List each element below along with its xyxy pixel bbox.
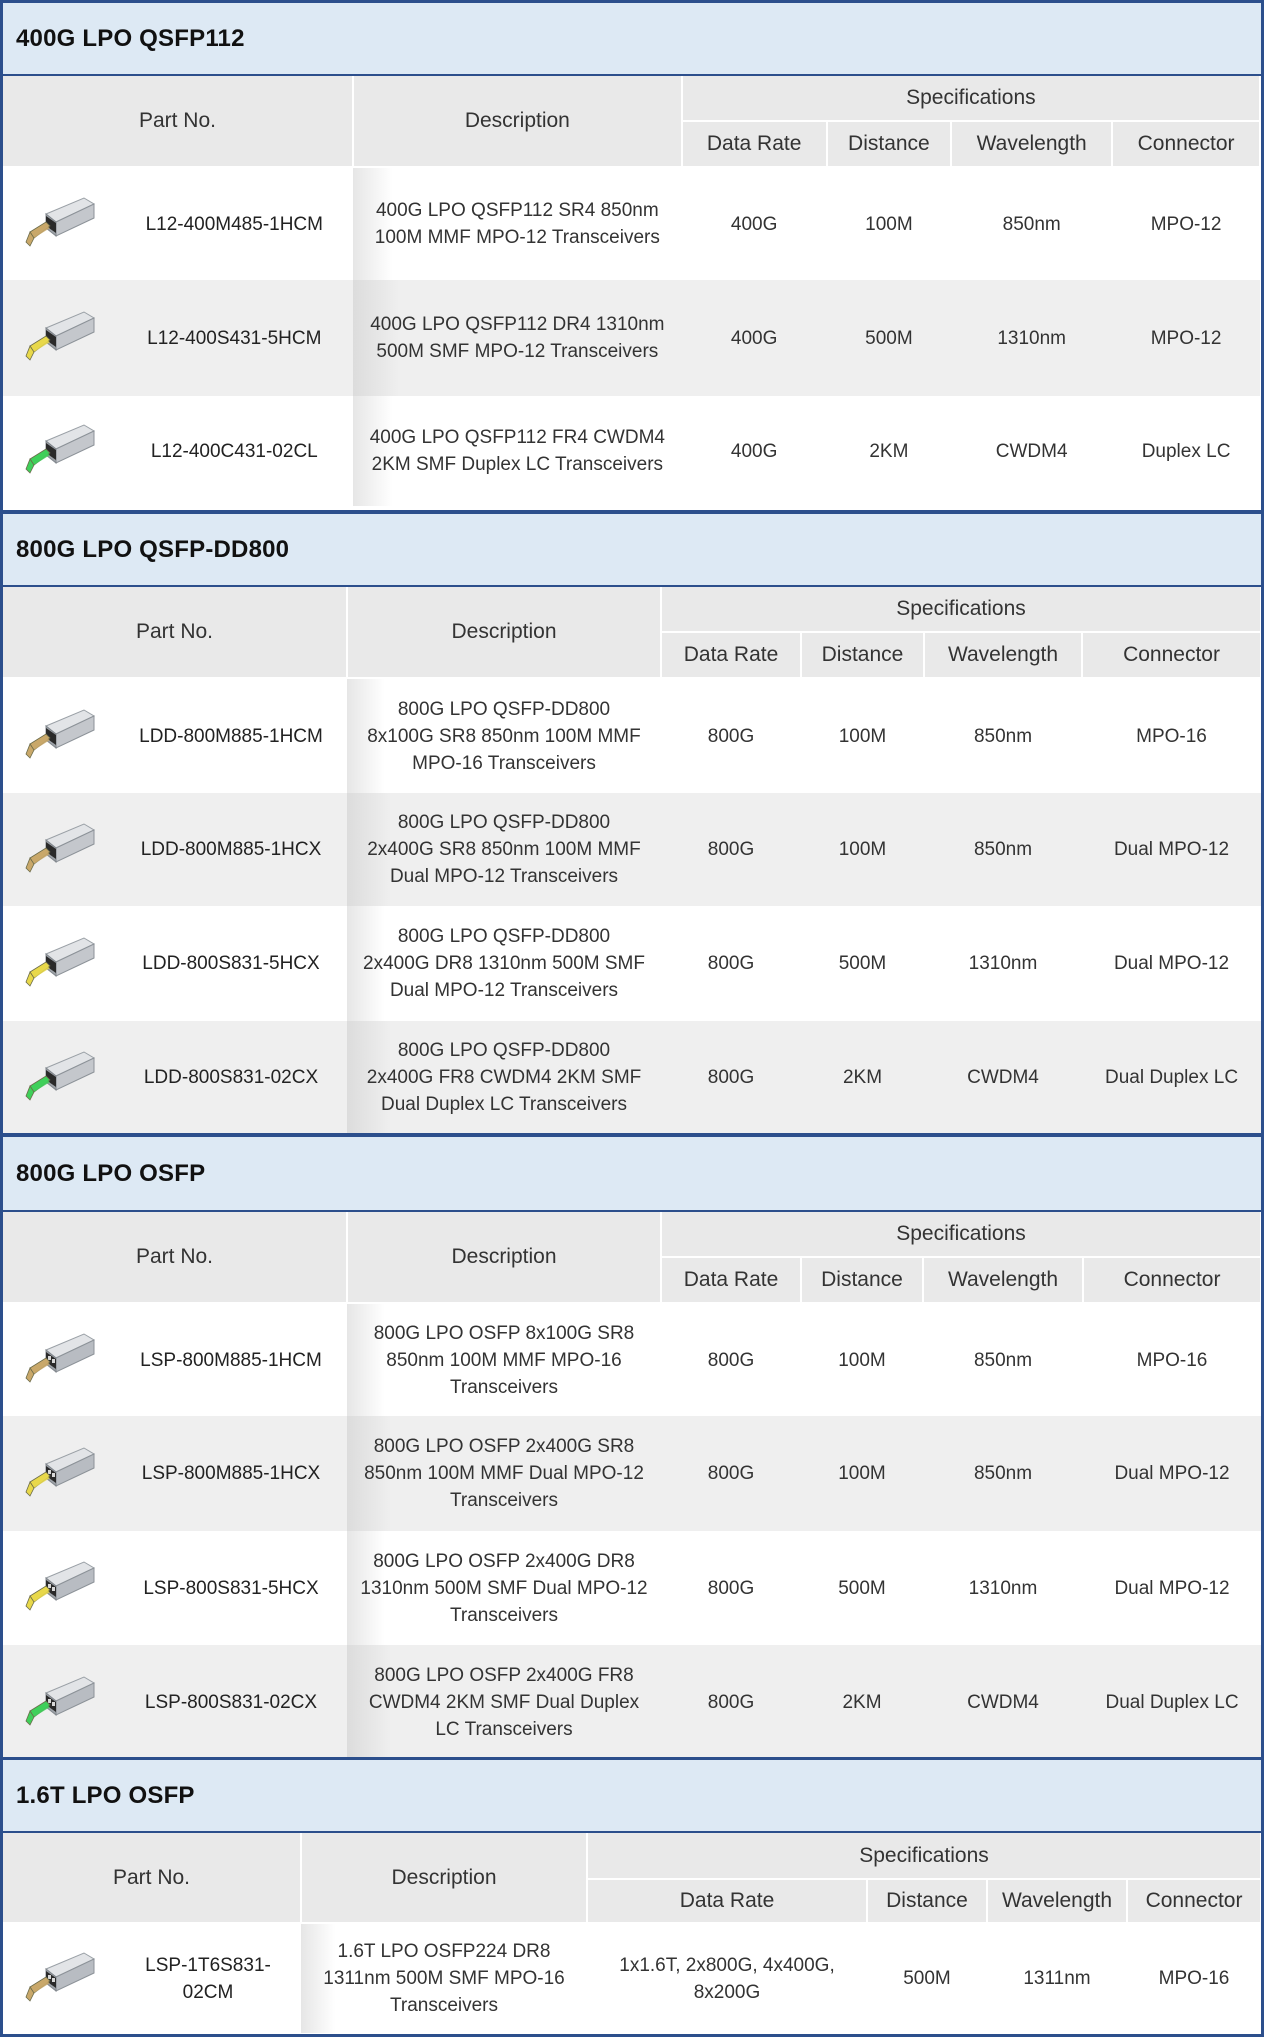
part-number[interactable]: LSP-800S831-02CX (115, 1645, 347, 1760)
description-line: 400G LPO QSFP112 DR4 1310nm (370, 314, 665, 335)
wavelength: 1310nm (968, 1577, 1038, 1599)
product-section (0, 0, 1264, 513)
table-row[interactable] (3, 906, 1261, 1021)
distance: 500M (903, 1968, 951, 1989)
osfp-module-tan-icon (3, 1303, 115, 1416)
distance: 100M (801, 793, 924, 906)
specifications-header: Specifications (587, 1833, 1261, 1879)
distance-header: Distance (801, 1257, 923, 1303)
description-line: Dual MPO-12 Transceivers (389, 866, 619, 887)
data-rate: 800G (707, 725, 755, 747)
qsfp-module-tan-icon (3, 167, 116, 280)
data-rate: 800G (707, 953, 755, 974)
specifications-header: Specifications (682, 76, 1260, 121)
description-line: 2x400G SR8 850nm 100M MMF (367, 839, 641, 860)
distance: 500M (838, 953, 887, 974)
description-line: 850nm 100M MMF Dual MPO-12 (364, 1463, 644, 1484)
connector-header: Connector (1127, 1879, 1261, 1923)
table-row[interactable] (3, 1923, 1261, 2033)
wavelength-header: Wavelength (923, 1257, 1083, 1303)
table-row[interactable] (3, 167, 1260, 280)
part-no-header: Part No. (3, 1833, 301, 1923)
description-line: 800G LPO QSFP-DD800 (397, 1040, 611, 1061)
distance: 500M (827, 280, 952, 396)
description-line: LC Transceivers (435, 1719, 573, 1740)
data-rate-header: Data Rate (587, 1879, 867, 1923)
data-rate-header: Data Rate (682, 121, 827, 167)
description-line: 800G LPO OSFP 8x100G SR8 (373, 1322, 635, 1344)
connector-header: Connector (1083, 1257, 1261, 1303)
description-line: MPO-16 Transceivers (412, 752, 596, 774)
distance: 100M (865, 213, 913, 235)
connector: Dual MPO-12 (1082, 793, 1261, 906)
qsfp-module-green-icon (3, 396, 116, 506)
product-section (0, 511, 1264, 1136)
data-rate-header: Data Rate (661, 632, 801, 678)
wavelength: 1311nm (1023, 1968, 1091, 1989)
wavelength-header: Wavelength (951, 121, 1112, 167)
distance: 500M (838, 1577, 886, 1599)
part-no-header: Part No. (3, 587, 347, 678)
part-number[interactable]: LSP-800S831-5HCX (143, 1577, 319, 1599)
description-line: 800G LPO OSFP 2x400G SR8 (373, 1436, 635, 1457)
description-header: Description (353, 76, 682, 167)
description-line: 100M MMF MPO-12 Transceivers (374, 227, 660, 248)
data-rate: 400G (730, 440, 778, 462)
description-header: Description (347, 1212, 661, 1303)
description-line: 2KM SMF Duplex LC Transceivers (371, 454, 664, 475)
description-cell (353, 167, 682, 280)
description-cell (347, 1531, 661, 1645)
wavelength: 850nm (973, 725, 1033, 747)
specifications-header: Specifications (661, 587, 1261, 632)
description-cell (347, 1021, 661, 1134)
description-cell (353, 396, 682, 506)
description-cell (347, 793, 661, 906)
connector: MPO-12 (1112, 280, 1260, 396)
product-table (3, 76, 1261, 506)
wavelength: 1310nm (968, 953, 1038, 974)
description-cell (347, 1645, 661, 1760)
data-rate: 800G (661, 1021, 801, 1134)
description-line: 850nm 100M MMF MPO-16 (386, 1349, 622, 1371)
data-rate: 1x1.6T, 2x800G, 4x400G, 8x200G (619, 1954, 835, 2003)
product-table (3, 587, 1262, 1134)
description-line: 500M SMF MPO-12 Transceivers (376, 341, 659, 362)
description-line: Transceivers (389, 1995, 499, 2016)
wavelength: CWDM4 (924, 1021, 1082, 1134)
description-line: 800G LPO QSFP-DD800 (397, 926, 611, 947)
description-line: 2x400G FR8 CWDM4 2KM SMF (366, 1067, 642, 1088)
description-cell (347, 906, 661, 1021)
product-table (3, 1833, 1262, 2033)
distance-header: Distance (827, 121, 952, 167)
section-title: 800G LPO QSFP-DD800 (3, 514, 1261, 587)
part-number[interactable]: LDD-800M885-1HCM (139, 725, 323, 747)
description-line: Dual Duplex LC Transceivers (380, 1094, 628, 1115)
distance-header: Distance (867, 1879, 987, 1923)
qsfp-module-yellow-icon (3, 280, 116, 396)
connector: MPO-16 (1136, 1349, 1208, 1371)
qsfp-dd-module-yellow-icon (3, 906, 115, 1021)
section-title: 400G LPO QSFP112 (3, 3, 1261, 76)
part-number[interactable]: L12-400S431-5HCM (116, 280, 353, 396)
wavelength-header: Wavelength (924, 632, 1082, 678)
description-line: 1311nm 500M SMF MPO-16 (323, 1968, 565, 1989)
table-row[interactable] (3, 1021, 1261, 1134)
connector: Dual Duplex LC (1083, 1645, 1261, 1760)
description-line: Dual MPO-12 Transceivers (389, 980, 619, 1001)
description-line: Transceivers (449, 1376, 559, 1398)
connector-header: Connector (1112, 121, 1260, 167)
connector: Dual MPO-12 (1083, 1416, 1261, 1531)
section-title: 800G LPO OSFP (3, 1137, 1261, 1212)
description-line: 1.6T LPO OSFP224 DR8 (337, 1941, 551, 1962)
part-number[interactable]: L12-400C431-02CL (150, 440, 318, 462)
connector: Dual MPO-12 (1114, 1577, 1230, 1599)
distance: 2KM (801, 1645, 923, 1760)
wavelength: 850nm (923, 1416, 1083, 1531)
data-rate: 800G (661, 1645, 801, 1760)
specifications-header: Specifications (661, 1212, 1261, 1257)
wavelength: 850nm (924, 793, 1082, 906)
description-line: 800G LPO OSFP 2x400G DR8 (373, 1550, 635, 1572)
description-line: 800G LPO QSFP-DD800 (397, 812, 611, 833)
product-table (3, 1212, 1262, 1760)
distance: 2KM (869, 440, 909, 462)
description-line: 800G LPO QSFP-DD800 (397, 698, 611, 720)
description-cell (301, 1923, 587, 2033)
wavelength: CWDM4 (923, 1645, 1083, 1760)
description-line: 400G LPO QSFP112 SR4 850nm (375, 200, 659, 221)
data-rate: 400G (730, 213, 778, 235)
connector-header: Connector (1082, 632, 1261, 678)
qsfp-dd-module-green-icon (3, 1021, 115, 1134)
product-section (0, 1134, 1264, 1761)
description-line: 400G LPO QSFP112 FR4 CWDM4 (369, 427, 665, 448)
part-number[interactable]: LDD-800M885-1HCX (115, 793, 347, 906)
osfp-module-tan-icon (3, 1923, 115, 2033)
wavelength: 1310nm (951, 280, 1112, 396)
data-rate: 400G (682, 280, 827, 396)
description-cell (347, 1303, 661, 1416)
description-line: Transceivers (449, 1490, 559, 1511)
table-row[interactable] (3, 793, 1261, 906)
connector: MPO-16 (1158, 1968, 1230, 1989)
distance: 100M (838, 1349, 886, 1371)
data-rate-header: Data Rate (661, 1257, 801, 1303)
table-row[interactable] (3, 1645, 1261, 1760)
connector: MPO-12 (1150, 213, 1222, 235)
description-line: 8x100G SR8 850nm 100M MMF (367, 725, 641, 747)
table-row[interactable] (3, 396, 1260, 506)
data-rate: 800G (707, 1349, 755, 1371)
part-number[interactable]: LDD-800S831-5HCX (142, 953, 320, 974)
table-row[interactable] (3, 1531, 1261, 1645)
description-header: Description (301, 1833, 587, 1923)
data-rate: 800G (661, 793, 801, 906)
connector: Dual Duplex LC (1082, 1021, 1261, 1134)
description-line: CWDM4 2KM SMF Dual Duplex (368, 1692, 640, 1713)
data-rate: 800G (707, 1577, 755, 1599)
connector: Duplex LC (1141, 440, 1231, 462)
distance-header: Distance (801, 632, 924, 678)
description-line: 2x400G DR8 1310nm 500M SMF (363, 953, 645, 974)
connector: Dual MPO-12 (1113, 953, 1230, 974)
part-no-header: Part No. (3, 1212, 347, 1303)
part-number[interactable]: LSP-800M885-1HCX (115, 1416, 347, 1531)
part-number[interactable]: L12-400M485-1HCM (145, 213, 323, 235)
section-title: 1.6T LPO OSFP (3, 1760, 1261, 1833)
distance: 2KM (801, 1021, 924, 1134)
description-cell (347, 678, 661, 793)
osfp-module-yellow-icon (3, 1416, 115, 1531)
part-no-header: Part No. (3, 76, 353, 167)
wavelength: 850nm (1002, 213, 1061, 235)
data-rate: 800G (661, 1416, 801, 1531)
wavelength: CWDM4 (995, 440, 1068, 462)
wavelength-header: Wavelength (987, 1879, 1127, 1923)
table-row[interactable] (3, 1303, 1261, 1416)
description-line: Transceivers (449, 1604, 559, 1626)
qsfp-dd-module-tan-icon (3, 678, 115, 793)
distance: 100M (801, 1416, 923, 1531)
table-row[interactable] (3, 678, 1261, 793)
description-header: Description (347, 587, 661, 678)
description-cell (347, 1416, 661, 1531)
description-line: 1310nm 500M SMF Dual MPO-12 (360, 1577, 648, 1599)
part-number[interactable]: LSP-800M885-1HCM (140, 1349, 322, 1371)
wavelength: 850nm (973, 1349, 1033, 1371)
part-number[interactable]: LSP-1T6S831-02CM (145, 1954, 271, 2003)
product-section (0, 1757, 1264, 2037)
table-row[interactable] (3, 280, 1260, 396)
osfp-module-green-icon (3, 1645, 115, 1760)
description-cell (353, 280, 682, 396)
qsfp-dd-module-tan-icon (3, 793, 115, 906)
description-line: 800G LPO OSFP 2x400G FR8 (374, 1665, 634, 1686)
table-row[interactable] (3, 1416, 1261, 1531)
osfp-module-yellow-icon (3, 1531, 115, 1645)
distance: 100M (838, 725, 887, 747)
part-number[interactable]: LDD-800S831-02CX (115, 1021, 347, 1134)
connector: MPO-16 (1136, 725, 1207, 747)
